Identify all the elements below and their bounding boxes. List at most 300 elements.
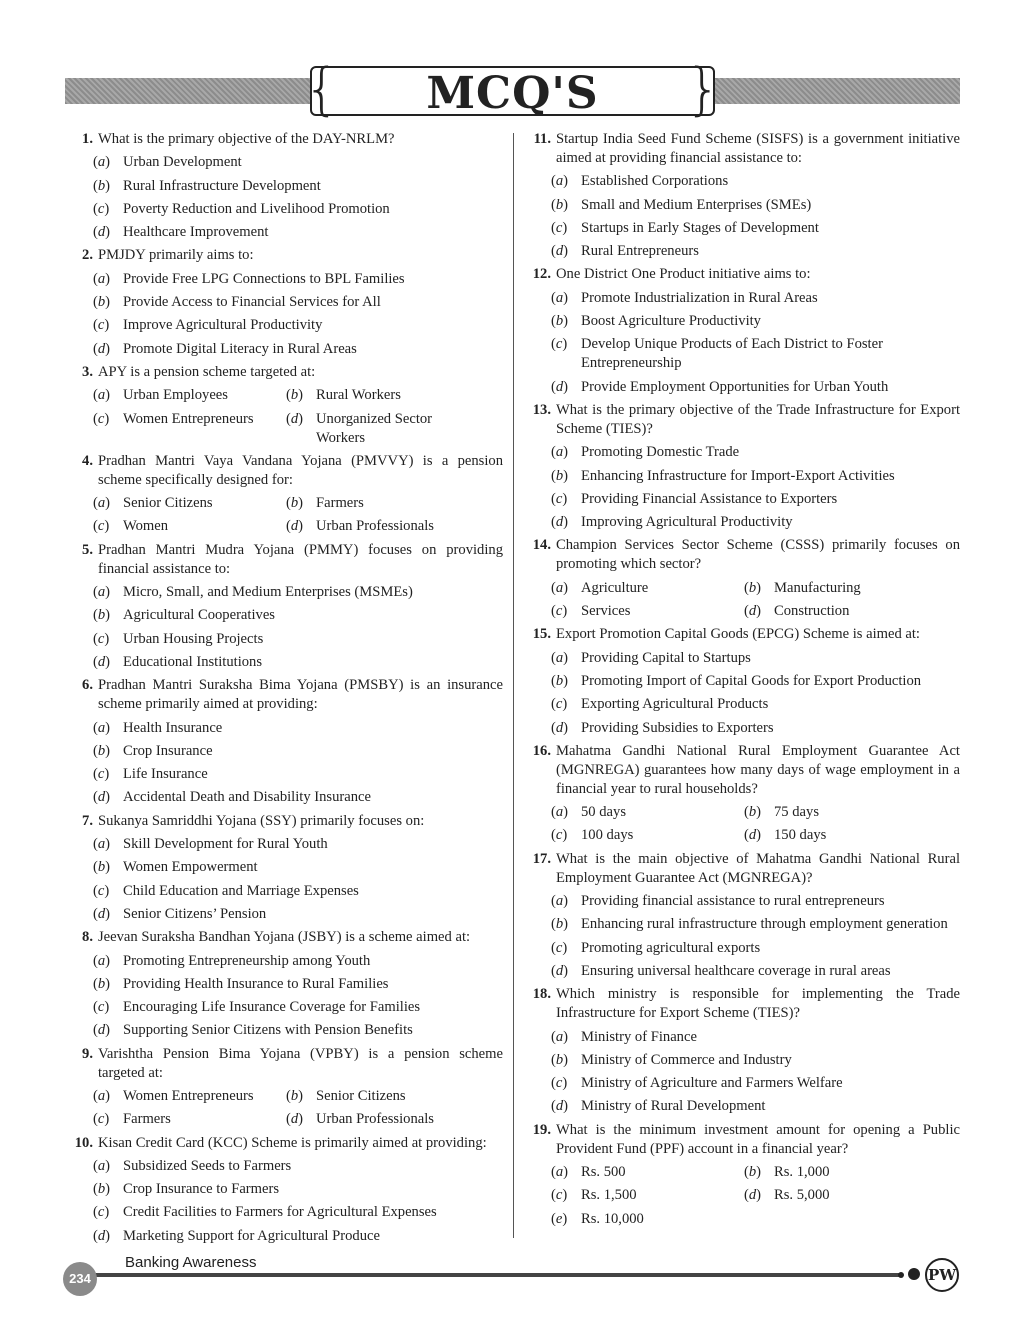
option: [286, 517, 479, 536]
option-text: 75 days: [774, 804, 819, 821]
option-letter-value: b: [748, 1163, 757, 1180]
option-text: Women Entrepreneurs: [123, 410, 254, 427]
option-letter: (a): [93, 387, 111, 404]
option-letter-value: b: [97, 177, 106, 194]
column-divider: [513, 133, 514, 1238]
question: [68, 812, 503, 831]
option: [93, 386, 286, 405]
option-letter: (c): [551, 219, 568, 236]
option-letter: (b): [551, 916, 569, 933]
option-letter: (d): [93, 905, 111, 922]
option-text: Ministry of Agriculture and Farmers Welfare: [581, 1075, 843, 1092]
option-text: Rural Entrepreneurs: [581, 243, 699, 260]
option-letter-value: a: [555, 173, 564, 190]
question: [68, 928, 503, 947]
option-text: Crop Insurance: [123, 742, 213, 759]
question-text: Export Promotion Capital Goods (EPCG) Scheme is aimed at:: [556, 626, 920, 643]
option: [744, 602, 937, 621]
option: [68, 1203, 503, 1222]
option-text: Credit Facilities to Farmers for Agricultural Expenses: [123, 1204, 437, 1221]
option-letter-value: d: [97, 1022, 106, 1039]
option: [93, 1087, 286, 1106]
option-letter: (d): [286, 518, 304, 535]
option-text: Rs. 1,500: [581, 1187, 637, 1204]
option-letter: (a): [93, 1157, 111, 1174]
option: [68, 858, 503, 877]
question-text: One District One Product initiative aims to:: [556, 266, 811, 283]
option: [526, 649, 960, 668]
option-letter: (c): [93, 200, 110, 217]
question: [68, 363, 503, 382]
question-text: What is the primary objective of the Trade Infrastructure for Export Scheme (TIES)?: [556, 401, 960, 437]
option: [526, 289, 960, 308]
option: [744, 826, 937, 845]
question: [526, 850, 960, 888]
question-text: Varishtha Pension Bima Yojana (VPBY) is a pension scheme targeted at:: [98, 1045, 503, 1081]
option-text: Senior Citizens: [123, 495, 213, 512]
left-question-column: [68, 130, 503, 1246]
option-row: [526, 1163, 960, 1182]
option-letter: (b): [551, 672, 569, 689]
option-letter: (c): [551, 490, 568, 507]
question: [526, 536, 960, 574]
option-text: Promoting Import of Capital Goods for Export Production: [581, 672, 922, 689]
question-number: 9.: [82, 1045, 93, 1062]
option-letter: (b): [286, 1087, 304, 1104]
left-brace-icon: {: [304, 57, 340, 122]
option: [68, 1021, 503, 1040]
option-text: Subsidized Seeds to Farmers: [123, 1157, 292, 1174]
option-text: Health Insurance: [123, 719, 223, 736]
question: [526, 985, 960, 1023]
option-letter: (b): [93, 742, 111, 759]
option-letter-value: d: [97, 1227, 106, 1244]
option-letter: (d): [93, 789, 111, 806]
option-letter-value: c: [97, 317, 105, 334]
option-letter: (a): [93, 1087, 111, 1104]
option-text: Manufacturing: [774, 579, 861, 596]
option: [744, 1186, 937, 1205]
question-number: 12.: [532, 266, 551, 283]
option-text: Providing financial assistance to rural entrepreneurs: [581, 893, 885, 910]
option: [286, 386, 479, 405]
right-brace-icon: }: [685, 57, 721, 122]
option-letter: (c): [551, 1075, 568, 1092]
option-letter: (c): [93, 518, 110, 535]
question-number: 3.: [82, 363, 93, 380]
question-text: PMJDY primarily aims to:: [98, 247, 254, 264]
question-text: Mahatma Gandhi National Rural Employment Guarantee Act (MGNREGA) guarantees how many days of wage employment in a financial year to rural households?: [556, 742, 960, 797]
option-text: Supporting Senior Citizens with Pension Benefits: [123, 1022, 413, 1039]
option-text: Providing Health Insurance to Rural Families: [123, 975, 389, 992]
question: [526, 1121, 960, 1159]
option-letter: (a): [93, 719, 111, 736]
option-letter-value: b: [97, 859, 106, 876]
question-text: Which ministry is responsible for implementing the Trade Infrastructure for Export Scheme (TIES)?: [556, 986, 960, 1022]
option-letter-value: b: [555, 467, 564, 484]
option-letter: (c): [93, 766, 110, 783]
option-text: Exporting Agricultural Products: [581, 696, 769, 713]
question: [68, 541, 503, 579]
option-text: Providing Capital to Startups: [581, 649, 751, 666]
option-letter-value: b: [97, 294, 106, 311]
option-row: [526, 1186, 960, 1205]
option-letter: (c): [551, 603, 568, 620]
option-letter: (a): [551, 289, 569, 306]
option-letter: (b): [551, 1051, 569, 1068]
option: [526, 1097, 960, 1116]
option-letter-value: a: [97, 387, 106, 404]
option-letter-value: a: [555, 289, 564, 306]
option-letter-value: b: [555, 196, 564, 213]
option-letter-value: a: [97, 584, 106, 601]
option: [93, 410, 286, 448]
option-letter: (a): [551, 1163, 569, 1180]
option-letter: (a): [551, 649, 569, 666]
option-text: Rs. 5,000: [774, 1187, 830, 1204]
option: [526, 312, 960, 331]
option: [68, 630, 503, 649]
option: [68, 975, 503, 994]
option-text: Rural Workers: [316, 387, 401, 404]
option-text: Provide Free LPG Connections to BPL Families: [123, 270, 405, 287]
option-letter-value: a: [97, 952, 106, 969]
option-row: [526, 579, 960, 598]
option: [68, 882, 503, 901]
question: [68, 1134, 503, 1153]
option-letter-value: a: [97, 154, 106, 171]
option-letter: (d): [551, 962, 569, 979]
option-text: Rural Infrastructure Development: [123, 177, 321, 194]
option-letter: (d): [93, 653, 111, 670]
option-letter-value: c: [555, 939, 563, 956]
option-text: Construction: [774, 603, 850, 620]
option: [526, 335, 960, 373]
option-letter: (d): [286, 410, 304, 427]
option-letter-value: d: [555, 719, 564, 736]
question-number: 14.: [532, 537, 551, 554]
option-letter: (b): [286, 387, 304, 404]
option-text: Providing Subsidies to Exporters: [581, 719, 774, 736]
option-letter-value: c: [555, 827, 563, 844]
option-letter-value: c: [97, 766, 105, 783]
option-letter: (d): [93, 1227, 111, 1244]
option-row: [68, 1110, 503, 1129]
option-letter: (a): [93, 836, 111, 853]
option: [551, 1210, 744, 1229]
question-number: 8.: [82, 929, 93, 946]
option: [551, 1163, 744, 1182]
option-letter: (c): [93, 1204, 110, 1221]
option-letter-value: c: [555, 490, 563, 507]
option: [526, 467, 960, 486]
option-row: [526, 602, 960, 621]
option-letter-value: d: [555, 514, 564, 531]
option-letter: (d): [551, 378, 569, 395]
option-text: Senior Citizens’ Pension: [123, 905, 267, 922]
footer-rule: [78, 1273, 900, 1277]
option: [286, 494, 479, 513]
option-letter-value: c: [97, 1111, 105, 1128]
option: [744, 803, 937, 822]
option: [68, 293, 503, 312]
option: [526, 962, 960, 981]
option-row: [526, 826, 960, 845]
option-letter-value: d: [97, 905, 106, 922]
option: [68, 835, 503, 854]
option-text: Develop Unique Products of Each District to Foster Entrepreneurship: [581, 336, 883, 372]
option-text: Crop Insurance to Farmers: [123, 1181, 280, 1198]
question-number: 1.: [82, 131, 93, 147]
option-text: Provide Access to Financial Services for All: [123, 294, 381, 311]
option-letter: (c): [93, 630, 110, 647]
option-letter-value: b: [97, 742, 106, 759]
option-text: Life Insurance: [123, 766, 208, 783]
option-row: [68, 1087, 503, 1106]
option-letter-value: d: [555, 1098, 564, 1115]
option-text: Farmers: [123, 1111, 171, 1128]
option-letter-value: a: [555, 1163, 564, 1180]
option-letter-value: b: [290, 1087, 299, 1104]
option-row: [526, 1210, 960, 1229]
option-letter-value: d: [555, 378, 564, 395]
option-text: Farmers: [316, 495, 364, 512]
option-text: Enhancing rural infrastructure through employment generation: [581, 916, 948, 933]
question-number: 11.: [533, 131, 551, 147]
header-band-left: [65, 78, 315, 104]
option-letter-value: a: [555, 444, 564, 461]
option-letter: (d): [744, 827, 762, 844]
option-letter: (c): [93, 317, 110, 334]
option-text: Improving Agricultural Productivity: [581, 514, 793, 531]
option-letter-value: c: [555, 219, 563, 236]
option-text: Services: [581, 603, 631, 620]
option-text: Agricultural Cooperatives: [123, 607, 275, 624]
option-text: Promoting Domestic Trade: [581, 444, 740, 461]
option-text: Boost Agriculture Productivity: [581, 313, 761, 330]
option-text: Urban Housing Projects: [123, 630, 264, 647]
option-letter-value: a: [555, 649, 564, 666]
option-letter: (c): [551, 827, 568, 844]
option-text: Provide Employment Opportunities for Urban Youth: [581, 378, 889, 395]
option: [744, 1163, 937, 1182]
footer-dot-small: [898, 1272, 904, 1278]
option: [286, 410, 479, 448]
option-letter-value: b: [555, 313, 564, 330]
option-letter: (a): [551, 444, 569, 461]
option-letter: (a): [93, 270, 111, 287]
option: [526, 219, 960, 238]
option: [526, 1028, 960, 1047]
question-text: Startup India Seed Fund Scheme (SISFS) is a government initiative aimed at providing financial assistance to:: [556, 131, 960, 166]
option-letter-value: d: [290, 518, 299, 535]
option: [68, 606, 503, 625]
option-text: Rs. 1,000: [774, 1163, 830, 1180]
option-letter: (d): [551, 243, 569, 260]
option-text: Rs. 500: [581, 1163, 626, 1180]
option: [526, 242, 960, 261]
option: [526, 892, 960, 911]
option-letter: (d): [93, 1022, 111, 1039]
option: [68, 1157, 503, 1176]
option-letter-value: b: [97, 1181, 106, 1198]
option-letter-value: b: [748, 579, 757, 596]
option-text: Small and Medium Enterprises (SMEs): [581, 196, 812, 213]
option: [68, 742, 503, 761]
option-letter-value: a: [555, 804, 564, 821]
option: [93, 494, 286, 513]
question-text: APY is a pension scheme targeted at:: [98, 363, 316, 380]
option-text: Women Empowerment: [123, 859, 258, 876]
option-letter: (b): [93, 294, 111, 311]
option-letter-value: b: [97, 607, 106, 624]
option-letter-value: b: [555, 672, 564, 689]
option: [551, 1186, 744, 1205]
option-letter-value: c: [555, 1187, 563, 1204]
option-letter: (b): [551, 467, 569, 484]
header-band-right: [712, 78, 960, 104]
question-text: Kisan Credit Card (KCC) Scheme is primarily aimed at providing:: [98, 1134, 487, 1151]
option: [526, 513, 960, 532]
option-letter: (a): [551, 579, 569, 596]
option-text: Urban Professionals: [316, 518, 434, 535]
option-letter: (b): [93, 859, 111, 876]
option-letter-value: d: [97, 789, 106, 806]
option-row: [68, 517, 503, 536]
question: [68, 452, 503, 490]
option-letter: (b): [551, 196, 569, 213]
option-letter-value: c: [97, 630, 105, 647]
option-letter: (c): [93, 1111, 110, 1128]
option: [68, 223, 503, 242]
option: [68, 653, 503, 672]
option-text: Poverty Reduction and Livelihood Promotion: [123, 200, 390, 217]
question: [526, 625, 960, 644]
option: [68, 583, 503, 602]
page-title: MCQ'S: [426, 68, 599, 119]
option: [744, 579, 937, 598]
option-letter: (b): [93, 1181, 111, 1198]
option-letter: (d): [551, 514, 569, 531]
option-letter-value: c: [97, 882, 105, 899]
option-letter: (c): [551, 696, 568, 713]
option-letter-value: c: [555, 1075, 563, 1092]
option: [526, 695, 960, 714]
question-number: 19.: [532, 1121, 551, 1138]
question: [526, 742, 960, 799]
option: [526, 1074, 960, 1093]
option-letter-value: d: [748, 827, 757, 844]
option-letter-value: d: [97, 224, 106, 241]
question-text: Pradhan Mantri Vaya Vandana Yojana (PMVVY) is a pension scheme specifically designed for:: [98, 452, 503, 488]
option: [526, 672, 960, 691]
option-text: Ensuring universal healthcare coverage in rural areas: [581, 962, 891, 979]
option-text: Promoting Entrepreneurship among Youth: [123, 952, 371, 969]
option-letter-value: b: [555, 1051, 564, 1068]
option-text: Urban Professionals: [316, 1111, 434, 1128]
option-letter-value: a: [97, 836, 106, 853]
option-text: Urban Employees: [123, 387, 228, 404]
option-text: Improve Agricultural Productivity: [123, 317, 323, 334]
option: [68, 952, 503, 971]
option-letter: (b): [744, 1163, 762, 1180]
option-text: Micro, Small, and Medium Enterprises (MSMEs): [123, 584, 413, 601]
option-letter-value: e: [555, 1210, 563, 1227]
option-text: Women: [123, 518, 169, 535]
option-letter: (b): [744, 804, 762, 821]
option: [68, 340, 503, 359]
option-text: Women Entrepreneurs: [123, 1087, 254, 1104]
option: [68, 177, 503, 196]
option: [526, 196, 960, 215]
option-letter-value: c: [555, 336, 563, 353]
question-number: 10.: [74, 1134, 93, 1151]
question-text: Jeevan Suraksha Bandhan Yojana (JSBY) is a scheme aimed at:: [98, 929, 471, 946]
option-text: Promote Industrialization in Rural Areas: [581, 289, 818, 306]
option: [68, 1227, 503, 1246]
question-text: Pradhan Mantri Suraksha Bima Yojana (PMSBY) is an insurance scheme primarily aimed at providing:: [98, 677, 503, 713]
option: [551, 826, 744, 845]
option-letter-value: a: [97, 1087, 106, 1104]
option-letter-value: a: [97, 270, 106, 287]
option-row: [68, 494, 503, 513]
option: [68, 719, 503, 738]
option-text: Promote Digital Literacy in Rural Areas: [123, 340, 357, 357]
option-letter: (a): [93, 584, 111, 601]
question-number: 6.: [82, 677, 93, 694]
option-letter-value: d: [97, 340, 106, 357]
option-letter: (a): [93, 154, 111, 171]
option-text: Promoting agricultural exports: [581, 939, 761, 956]
option-letter: (e): [551, 1210, 568, 1227]
option-letter-value: a: [555, 893, 564, 910]
option: [286, 1087, 479, 1106]
option: [68, 905, 503, 924]
option: [68, 316, 503, 335]
option-text: Startups in Early Stages of Development: [581, 219, 819, 236]
option-letter-value: d: [555, 243, 564, 260]
option-letter: (a): [551, 893, 569, 910]
footer-dot-large: [908, 1268, 920, 1280]
option-text: Agriculture: [581, 579, 649, 596]
option-letter: (a): [93, 952, 111, 969]
question-number: 13.: [532, 401, 551, 418]
option: [526, 378, 960, 397]
option-text: Marketing Support for Agricultural Produce: [123, 1227, 380, 1244]
option-text: Established Corporations: [581, 173, 729, 190]
option-letter: (d): [286, 1111, 304, 1128]
option-letter-value: c: [97, 1204, 105, 1221]
option-text: 50 days: [581, 804, 626, 821]
option-letter: (c): [551, 939, 568, 956]
page-number: 234: [63, 1262, 97, 1296]
option: [526, 1051, 960, 1070]
option: [68, 1180, 503, 1199]
option-letter: (d): [551, 719, 569, 736]
option-text: Skill Development for Rural Youth: [123, 836, 328, 853]
option: [68, 998, 503, 1017]
question-text: What is the primary objective of the DAY-NRLM?: [98, 131, 395, 147]
option: [68, 200, 503, 219]
option-text: Unorganized Sector Workers: [316, 410, 433, 446]
question-text: What is the main objective of Mahatma Gandhi National Rural Employment Guarantee Act (MGNREGA)?: [556, 850, 960, 886]
option: [93, 1110, 286, 1129]
option-letter-value: c: [97, 999, 105, 1016]
right-question-column: [526, 130, 960, 1229]
option-letter: (d): [93, 340, 111, 357]
option: [526, 915, 960, 934]
option: [68, 153, 503, 172]
